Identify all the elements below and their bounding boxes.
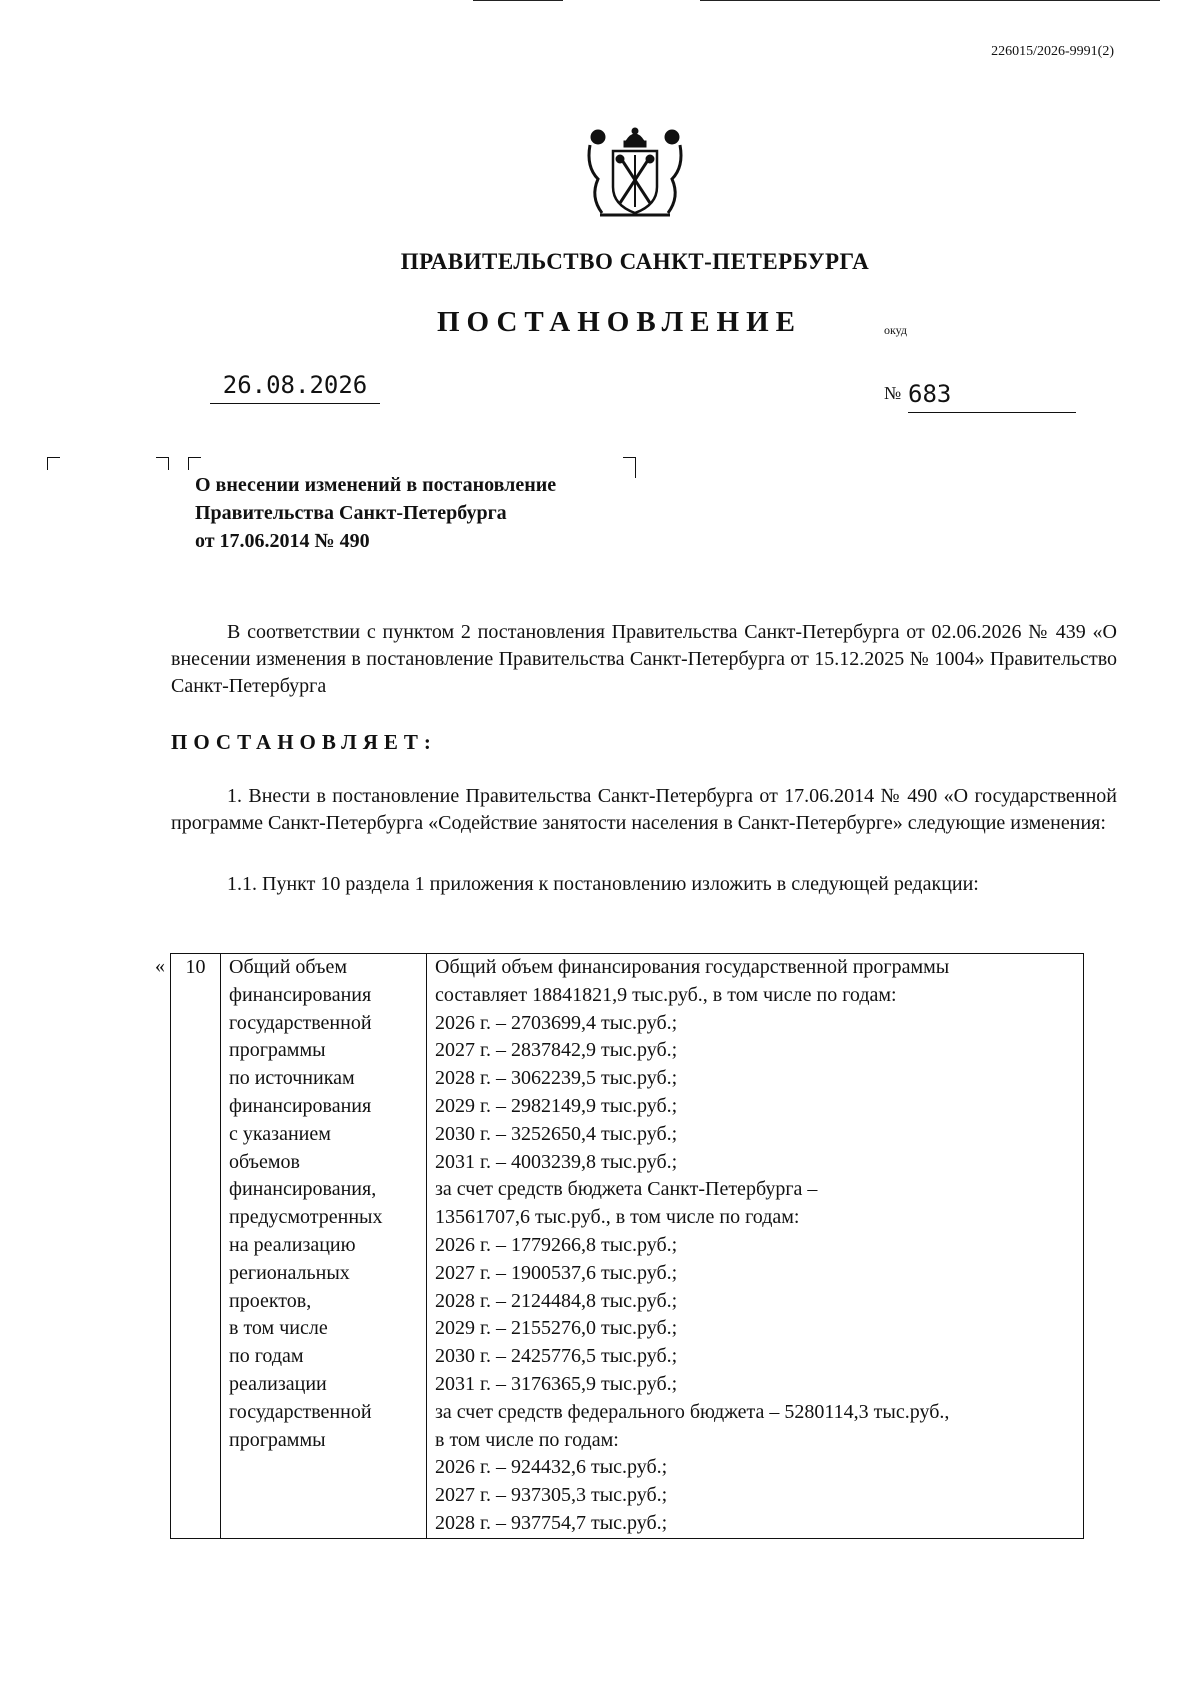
table-line: 2027 г. – 1900537,6 тыс.руб.; (435, 1261, 678, 1284)
table-line: 2031 г. – 3176365,9 тыс.руб.; (435, 1372, 678, 1395)
corner-mark (156, 457, 169, 470)
table-line: 2029 г. – 2155276,0 тыс.руб.; (435, 1317, 678, 1340)
table-line: Общий объем (229, 956, 347, 978)
table-line: в том числе (229, 1317, 328, 1340)
row-value-cell (427, 954, 1084, 1539)
table-line: по источникам (229, 1067, 355, 1090)
table-line: финансирования (229, 1094, 372, 1117)
table-line: 2027 г. – 937305,3 тыс.руб.; (435, 1484, 668, 1507)
table-line: финансирования, (229, 1178, 377, 1201)
document-subject (195, 471, 635, 555)
table-line: 2028 г. – 2124484,8 тыс.руб.; (435, 1289, 678, 1312)
item-1-1-text: 1.1. Пункт 10 раздела 1 приложения к постановлению изложить в следующей редакции: (227, 873, 979, 895)
government-name: ПРАВИТЕЛЬСТВО САНКТ-ПЕТЕРБУРГА (400, 249, 870, 274)
preamble-paragraph (171, 619, 1117, 700)
table-line: по годам (229, 1345, 304, 1368)
corner-mark (47, 457, 60, 470)
table-line: за счет средств федерального бюджета – 5280114,3 тыс.руб., (435, 1400, 950, 1423)
document-date: 26.08.2026 (210, 371, 380, 404)
opening-quote: « (155, 955, 165, 977)
table-line: на реализацию (229, 1233, 356, 1256)
table-line: за счет средств бюджета Санкт-Петербурга – (435, 1178, 818, 1201)
registration-number: 226015/2026-9991(2) (991, 44, 1114, 59)
table-line: предусмотренных (229, 1206, 383, 1229)
row-name-cell (221, 954, 427, 1539)
subject-line: от 17.06.2014 № 490 (195, 530, 370, 552)
table-line: программы (229, 1428, 326, 1451)
preamble-text: В соответствии с пунктом 2 постановления Правительства Санкт-Петербурга от 02.06.2026 № 439 «О внесении изменения в постановление Правительства Санкт-Петербурга от 15.12.2025 № 1004» Правительство Санкт-Петербурга (171, 621, 1117, 697)
row-number: 10 (171, 954, 221, 1539)
scan-line (700, 0, 1160, 1)
table-line: 2027 г. – 2837842,9 тыс.руб.; (435, 1039, 678, 1062)
subject-line: Правительства Санкт-Петербурга (195, 502, 507, 524)
table-line: 2030 г. – 3252650,4 тыс.руб.; (435, 1122, 678, 1145)
subject-line: О внесении изменений в постановление (195, 474, 557, 496)
document-type: ПОСТАНОВЛЕНИЕ (437, 306, 803, 338)
coat-of-arms-icon (580, 127, 690, 219)
resolves-heading: ПОСТАНОВЛЯЕТ: (171, 730, 437, 754)
table-line: 2026 г. – 2703699,4 тыс.руб.; (435, 1011, 678, 1034)
table-line: 2029 г. – 2982149,9 тыс.руб.; (435, 1094, 678, 1117)
item-1-paragraph (171, 783, 1117, 837)
table-line: 2028 г. – 937754,7 тыс.руб.; (435, 1511, 668, 1534)
table-line: с указанием (229, 1122, 331, 1145)
table-line: 2026 г. – 1779266,8 тыс.руб.; (435, 1233, 678, 1256)
table-line: 13561707,6 тыс.руб., в том числе по годам: (435, 1206, 800, 1229)
table-line: проектов, (229, 1289, 312, 1312)
corner-mark (188, 457, 201, 470)
table-line: 2030 г. – 2425776,5 тыс.руб.; (435, 1345, 678, 1368)
number-sign: № (884, 383, 902, 403)
table-row (171, 954, 1084, 1539)
okud-label: окуд (884, 323, 908, 337)
financing-table (170, 953, 1084, 1539)
table-line: государственной (229, 1400, 372, 1423)
table-line: 2028 г. – 3062239,5 тыс.руб.; (435, 1067, 678, 1090)
table-line: Общий объем финансирования государственной программы (435, 956, 950, 978)
table-line: региональных (229, 1261, 350, 1284)
table-line: в том числе по годам: (435, 1428, 619, 1451)
table-line: реализации (229, 1372, 327, 1395)
item-1-1-paragraph (171, 871, 1117, 898)
scan-line (473, 0, 563, 1)
table-line: 2031 г. – 4003239,8 тыс.руб.; (435, 1150, 678, 1173)
table-line: финансирования (229, 983, 372, 1006)
table-line: программы (229, 1039, 326, 1062)
document-number: 683 (908, 380, 1076, 413)
table-line: государственной (229, 1011, 372, 1034)
table-line: составляет 18841821,9 тыс.руб., в том числе по годам: (435, 983, 897, 1006)
table-line: 2026 г. – 924432,6 тыс.руб.; (435, 1456, 668, 1479)
table-line: объемов (229, 1150, 300, 1173)
item-1-text: 1. Внести в постановление Правительства Санкт-Петербурга от 17.06.2014 № 490 «О государственной программе Санкт-Петербурга «Содействие занятости населения в Санкт-Петербурге» следующие изменения: (171, 785, 1117, 834)
